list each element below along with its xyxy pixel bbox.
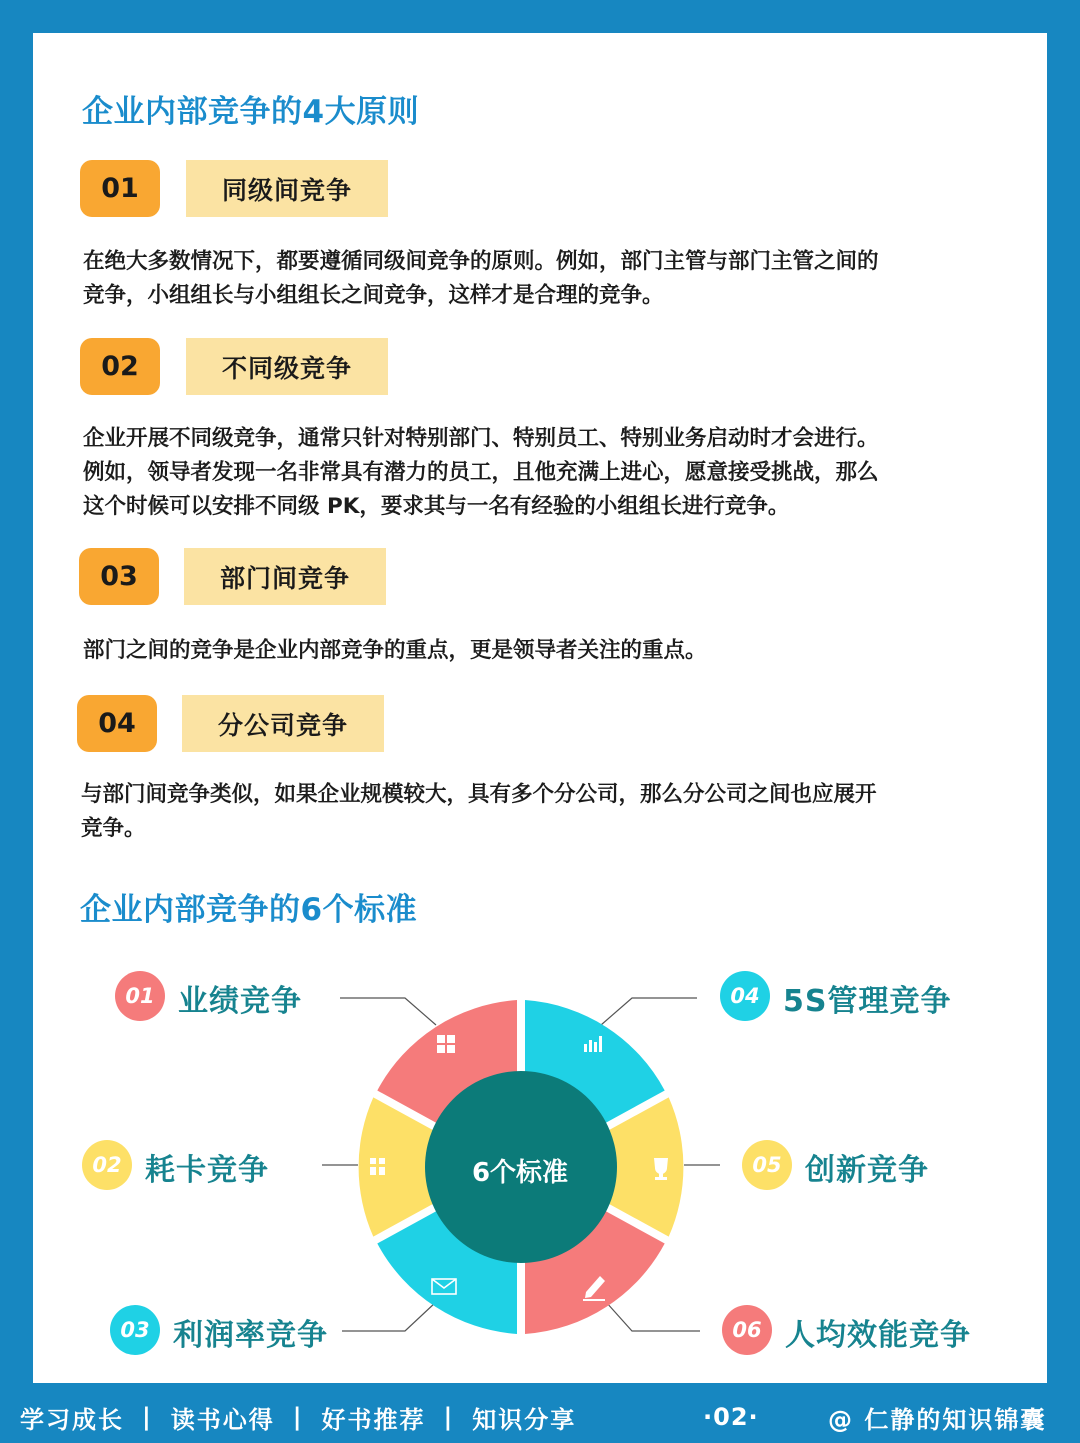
connector-line — [340, 998, 436, 1025]
paragraph-line: 例如，领导者发现一名非常具有潜力的员工，且他充满上进心，愿意接受挑战，那么 — [83, 460, 879, 485]
footer-tag[interactable]: 好书推荐 — [321, 1405, 426, 1434]
footer-tag[interactable]: 读书心得 — [170, 1405, 275, 1434]
standard-number-badge: 05 — [742, 1140, 792, 1190]
standard-label: 创新竞争 — [805, 1153, 929, 1188]
footer-tag[interactable]: 知识分享 — [472, 1405, 577, 1434]
standard-label: 业绩竞争 — [178, 984, 302, 1019]
paragraph-line: 在绝大多数情况下，都要遵循同级间竞争的原则。例如，部门主管与部门主管之间的 — [83, 249, 879, 274]
footer-tags — [20, 1397, 576, 1437]
principle-number-badge: 04 — [77, 695, 157, 752]
paragraph-line: 这个时候可以安排不同级 PK，要求其与一名有经验的小组组长进行竞争。 — [83, 494, 790, 519]
standards-title: 企业内部竞争的6个标准 — [80, 892, 418, 928]
paragraph-line: 与部门间竞争类似，如果企业规模较大，具有多个分公司，那么分公司之间也应展开 — [81, 782, 877, 807]
connector-line — [342, 1302, 436, 1331]
account-name: @ 仁静的知识锦囊 — [828, 1405, 1047, 1434]
principle-number-badge: 02 — [80, 338, 160, 395]
principle-heading: 分公司竞争 — [182, 695, 384, 752]
standard-number-badge: 03 — [110, 1305, 160, 1355]
principle-heading: 不同级竞争 — [186, 338, 388, 395]
footer-separator: | — [443, 1403, 455, 1431]
principle-number-badge: 01 — [80, 160, 160, 217]
standard-number-badge: 04 — [720, 971, 770, 1021]
principle-heading: 同级间竞争 — [186, 160, 388, 217]
footer-separator: | — [292, 1403, 304, 1431]
standard-label: 利润率竞争 — [173, 1318, 328, 1353]
footer-separator: | — [142, 1403, 153, 1431]
page-number: ·02· — [703, 1403, 759, 1431]
paragraph-line: 企业开展不同级竞争，通常只针对特别部门、特别员工、特别业务启动时才会进行。 — [83, 426, 879, 451]
connector-line — [606, 1302, 700, 1331]
standard-label: 5S管理竞争 — [783, 984, 952, 1019]
connector-line — [601, 998, 697, 1025]
standard-number-badge: 01 — [115, 971, 165, 1021]
principle-heading: 部门间竞争 — [184, 548, 386, 605]
principles-title: 企业内部竞争的4大原则 — [82, 94, 420, 130]
footer-tag[interactable]: 学习成长 — [20, 1405, 124, 1434]
standard-label: 耗卡竞争 — [145, 1153, 269, 1188]
principle-number-badge: 03 — [79, 548, 159, 605]
paragraph-line: 竞争，小组组长与小组组长之间竞争，这样才是合理的竞争。 — [83, 283, 664, 308]
center-label: 6个标准 — [471, 1157, 569, 1188]
paragraph-line: 部门之间的竞争是企业内部竞争的重点，更是领导者关注的重点。 — [83, 638, 707, 663]
standard-number-badge: 06 — [722, 1305, 772, 1355]
standard-label: 人均效能竞争 — [785, 1318, 971, 1353]
paragraph-line: 竞争。 — [81, 816, 146, 841]
standard-number-badge: 02 — [82, 1140, 132, 1190]
